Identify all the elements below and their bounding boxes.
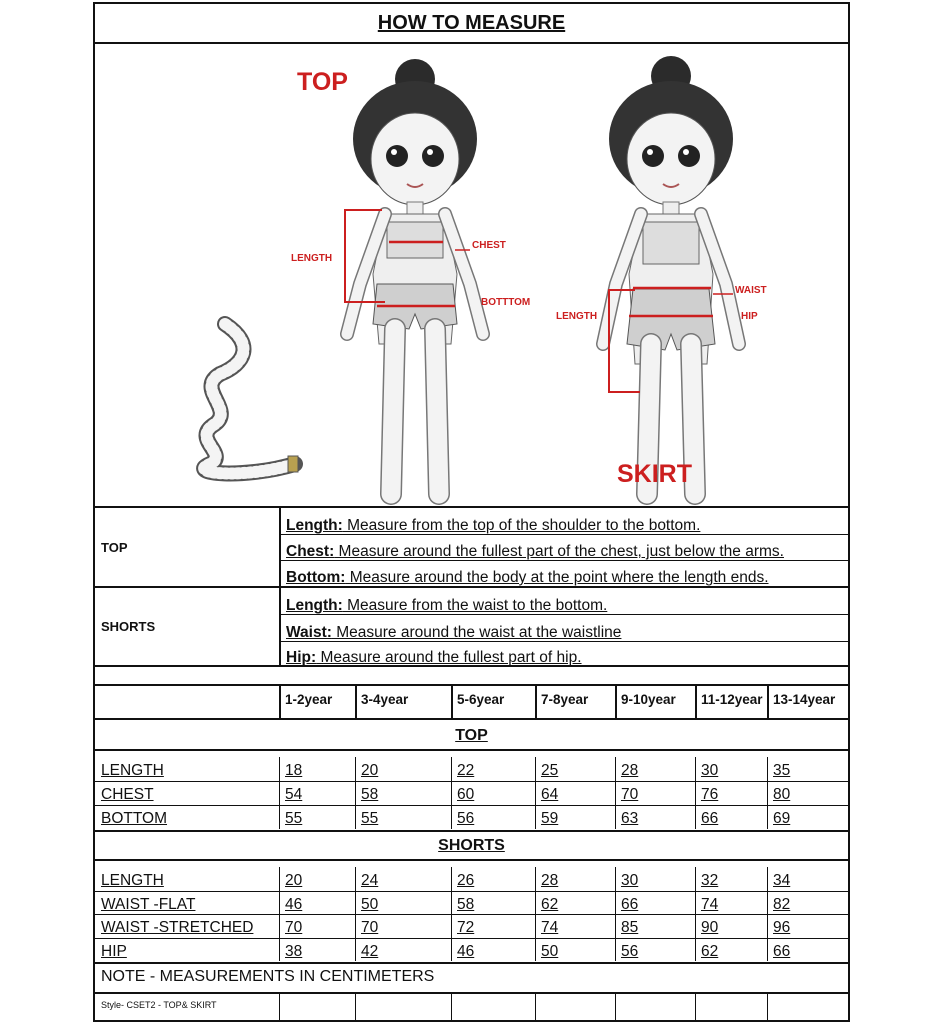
row-label: LENGTH: [101, 872, 164, 889]
divider: [279, 684, 281, 718]
divider: [767, 684, 769, 718]
divider: [695, 684, 697, 718]
size-header-cell: 13-14year: [773, 692, 836, 707]
table-cell: 66: [621, 895, 639, 913]
table-cell: 26: [457, 872, 475, 889]
divider: [95, 962, 848, 964]
table-cell: 42: [361, 942, 379, 960]
table-cell: 70: [285, 919, 303, 936]
skirt-length-mark: LENGTH: [556, 311, 598, 322]
divider: [451, 684, 453, 718]
top-length-mark: LENGTH: [291, 253, 333, 264]
divider: [767, 757, 768, 829]
divider: [451, 992, 452, 1022]
table-cell: 50: [541, 942, 559, 960]
divider: [95, 749, 848, 751]
table-cell: 76: [701, 786, 719, 803]
divider: [695, 757, 696, 829]
skirt-hip-mark: HIP: [741, 311, 758, 322]
top-chest-mark: CHEST: [472, 240, 506, 251]
size-chart-sheet: [93, 2, 850, 1022]
table-cell: 54: [285, 786, 303, 803]
divider: [95, 938, 848, 939]
table-cell: 30: [701, 762, 719, 779]
table-cell: 25: [541, 762, 559, 779]
divider: [695, 867, 696, 961]
table-cell: 18: [285, 762, 303, 779]
skirt-figure: [603, 56, 739, 494]
table-cell: 30: [621, 872, 639, 889]
divider: [95, 718, 848, 720]
divider: [95, 684, 848, 686]
shorts-waist-definition: Waist: Measure around the waist at the waistline: [286, 624, 622, 641]
divider: [767, 992, 768, 1022]
table-cell: 46: [457, 942, 475, 960]
measurement-illustration: [95, 44, 848, 506]
divider: [535, 867, 536, 961]
top-figure-label: TOP: [297, 68, 348, 96]
divider: [95, 891, 848, 892]
divider: [279, 534, 848, 535]
table-cell: 70: [361, 919, 379, 936]
divider: [95, 830, 848, 832]
table-cell: 62: [541, 895, 559, 913]
divider: [535, 992, 536, 1022]
divider: [535, 757, 536, 829]
divider: [767, 867, 768, 961]
row-label: WAIST -STRETCHED: [101, 919, 254, 936]
table-cell: 55: [285, 810, 303, 827]
measuring-tape-icon: [204, 324, 298, 473]
table-cell: 59: [541, 810, 559, 827]
table-cell: 22: [457, 762, 475, 779]
table-cell: 82: [773, 895, 791, 913]
divider: [95, 586, 848, 588]
divider: [451, 757, 452, 829]
divider: [279, 614, 848, 615]
divider: [279, 641, 848, 642]
table-cell: 58: [457, 895, 475, 913]
row-label: BOTTOM: [101, 810, 168, 827]
divider: [95, 781, 848, 782]
top-table-heading: TOP: [455, 727, 488, 744]
table-cell: 80: [773, 786, 791, 803]
table-cell: 50: [361, 895, 379, 913]
table-cell: 34: [773, 872, 791, 889]
table-cell: 58: [361, 786, 379, 803]
divider: [95, 914, 848, 915]
shorts-length-definition: Length: Measure from the waist to the bottom.: [286, 597, 608, 614]
table-cell: 60: [457, 786, 475, 803]
row-label: WAIST -FLAT: [101, 895, 196, 913]
top-figure: [345, 59, 483, 494]
table-cell: 20: [285, 872, 303, 889]
table-cell: 69: [773, 810, 791, 827]
top-chest-definition: Chest: Measure around the fullest part of the chest, just below the arms.: [286, 543, 784, 560]
table-cell: 63: [621, 810, 639, 827]
size-header-cell: 3-4year: [361, 692, 409, 707]
divider: [355, 867, 356, 961]
skirt-waist-mark: WAIST: [735, 285, 767, 296]
table-cell: 72: [457, 919, 475, 936]
top-bottom-definition: Bottom: Measure around the body at the point where the length ends.: [286, 569, 769, 586]
divider: [615, 992, 616, 1022]
table-cell: 46: [285, 895, 303, 913]
divider: [695, 992, 696, 1022]
table-cell: 90: [701, 919, 719, 936]
divider: [95, 859, 848, 861]
table-cell: 20: [361, 762, 379, 779]
size-header-cell: 11-12year: [701, 692, 763, 707]
divider: [95, 805, 848, 806]
table-cell: 56: [621, 942, 639, 960]
table-cell: 66: [773, 942, 791, 960]
divider: [279, 992, 280, 1022]
divider: [279, 867, 280, 961]
table-cell: 28: [541, 872, 559, 889]
size-header-cell: 1-2year: [285, 692, 333, 707]
table-cell: 32: [701, 872, 719, 889]
table-cell: 35: [773, 762, 791, 779]
divider: [615, 867, 616, 961]
table-cell: 64: [541, 786, 559, 803]
units-note: NOTE - MEASUREMENTS IN CENTIMETERS: [101, 968, 435, 985]
divider: [95, 992, 848, 994]
table-cell: 56: [457, 810, 475, 827]
table-cell: 85: [621, 919, 639, 936]
divider: [279, 757, 280, 829]
row-label: CHEST: [101, 786, 154, 803]
shorts-table-heading: SHORTS: [438, 837, 505, 854]
shorts-definitions-label: SHORTS: [101, 619, 156, 634]
row-label: HIP: [101, 942, 127, 960]
table-cell: 28: [621, 762, 639, 779]
table-cell: 70: [621, 786, 639, 803]
table-cell: 24: [361, 872, 379, 889]
top-length-definition: Length: Measure from the top of the shoulder to the bottom.: [286, 517, 701, 534]
row-label: LENGTH: [101, 762, 164, 779]
table-cell: 62: [701, 942, 719, 960]
divider: [95, 665, 848, 667]
size-header-cell: 9-10year: [621, 692, 676, 707]
top-bottom-mark: BOTTTOM: [481, 297, 531, 308]
divider: [95, 506, 848, 508]
table-cell: 74: [701, 895, 719, 913]
style-code: Style- CSET2 - TOP& SKIRT: [101, 1000, 217, 1010]
table-cell: 38: [285, 942, 303, 960]
divider: [451, 867, 452, 961]
divider: [615, 757, 616, 829]
divider: [355, 757, 356, 829]
top-definitions-label: TOP: [101, 540, 128, 555]
table-cell: 96: [773, 919, 791, 936]
divider: [279, 560, 848, 561]
divider: [355, 684, 357, 718]
table-cell: 74: [541, 919, 559, 936]
skirt-figure-label: SKIRT: [617, 460, 692, 488]
shorts-hip-definition: Hip: Measure around the fullest part of hip.: [286, 649, 582, 666]
size-header-cell: 5-6year: [457, 692, 505, 707]
table-cell: 55: [361, 810, 379, 827]
table-cell: 66: [701, 810, 719, 827]
divider: [615, 684, 617, 718]
divider: [535, 684, 537, 718]
page-title: HOW TO MEASURE: [377, 12, 566, 34]
divider: [355, 992, 356, 1022]
size-header-cell: 7-8year: [541, 692, 589, 707]
